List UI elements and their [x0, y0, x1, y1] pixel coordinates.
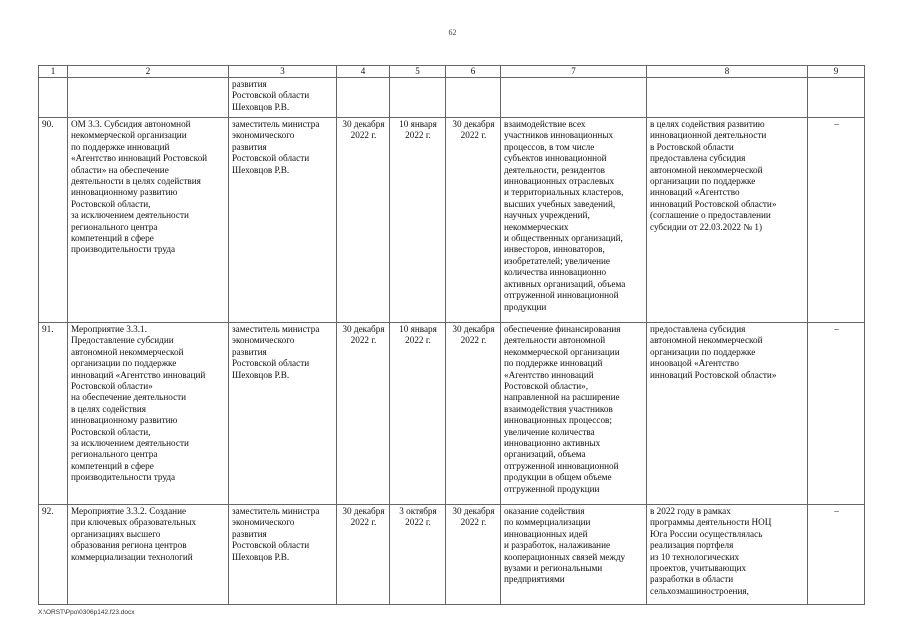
column-header-9: 9 [808, 66, 865, 78]
cell-num [39, 78, 68, 118]
plan-table [38, 65, 865, 605]
row-date-1: 30 декабря 2022 г. [337, 118, 390, 323]
cell-date-2 [390, 78, 446, 118]
row-status: в 2022 году в рамках программы деятельности НОЦ Юга России осуществлялась реализация портфеля из 10 технологических проектов, учитывающих разработки в области сельхозмашиностроения, [647, 505, 808, 605]
column-header-5: 5 [390, 66, 446, 78]
row-date-2: 10 января 2022 г. [390, 323, 446, 505]
cell-date-3 [446, 78, 501, 118]
header-row [39, 66, 865, 78]
cell-result [501, 78, 647, 118]
column-header-4: 4 [337, 66, 390, 78]
row-result: взаимодействие всех участников инновационных процессов, в том числе субъектов инновационной деятельности, резидентов инновационных отраслевых и территориальных кластеров, высших учебных заведений, научных учреждений, некоммерческих и общественных организаций, инвесторов, инноваторов, изобретателей; увеличение количества инновационно активных организаций, объема отгруженной инновационной продукции [501, 118, 647, 323]
row-date-2: 10 января 2022 г. [390, 118, 446, 323]
cell-responsible: развития Ростовской области Шеховцов Р.В. [229, 78, 337, 118]
table-row [39, 118, 865, 323]
row-result: обеспечение финансирования деятельности автономной некоммерческой организации по поддержке инноваций «Агентство инноваций Ростовской области», направленной на расширение взаимодействия участников инновационных процессов; увеличение количества инновационно активных организаций, объема отгруженной инновационной продукции в общем объеме отгруженной продукции [501, 323, 647, 505]
row-date-3: 30 декабря 2022 г. [446, 323, 501, 505]
row-status: в целях содействия развитию инновационной деятельности в Ростовской области предоставлена субсидия автономной некоммерческой организации по поддержке инноваций «Агентство инноваций Ростовской области» (соглашение о предоставлении субсидии от 22.03.2022 № 1) [647, 118, 808, 323]
row-date-2: 3 октября 2022 г. [390, 505, 446, 605]
row-responsible: заместитель министра экономического развития Ростовской области Шеховцов Р.В. [229, 323, 337, 505]
column-header-3: 3 [229, 66, 337, 78]
table-row [39, 323, 865, 505]
column-header-2: 2 [68, 66, 229, 78]
row-responsible: заместитель министра экономического развития Ростовской области Шеховцов Р.В. [229, 118, 337, 323]
row-status: предоставлена субсидия автономной некоммерческой организации по поддержке иноовацой «Агентство инноваций Ростовской области» [647, 323, 808, 505]
row-name: ОМ 3.3. Субсидия автономной некоммерческой организации по поддержке инноваций «Агентство инноваций Ростовской области» на обеспечение деятельности в целях содействия инновационному развитию Ростовской области, за исключением деятельности регионального центра компетенций в сфере производительности труда [68, 118, 229, 323]
column-header-8: 8 [647, 66, 808, 78]
cell-name [68, 78, 229, 118]
row-date-1: 30 декабря 2022 г. [337, 505, 390, 605]
page-number: 62 [448, 28, 457, 37]
row-note: – [808, 323, 865, 505]
cell-date-1 [337, 78, 390, 118]
row-responsible: заместитель министра экономического развития Ростовской области Шеховцов Р.В. [229, 505, 337, 605]
row-name: Мероприятие 3.3.1. Предоставление субсидии автономной некоммерческой организации по поддержке инноваций «Агентство инноваций Ростовской области» на обеспечение деятельности в целях содействия инновационному развитию Ростовской области, за исключением деятельности регионального центра компетенций в сфере производительности труда [68, 323, 229, 505]
row-note: – [808, 505, 865, 605]
row-number: 92. [39, 505, 68, 605]
row-number: 90. [39, 118, 68, 323]
continuation-row [39, 78, 865, 118]
footer-file-path: X:\ORST\Ppo\0306p142.f23.docx [38, 609, 135, 616]
cell-note [808, 78, 865, 118]
column-header-1: 1 [39, 66, 68, 78]
table-row [39, 505, 865, 605]
column-header-6: 6 [446, 66, 501, 78]
row-note: – [808, 118, 865, 323]
row-date-1: 30 декабря 2022 г. [337, 323, 390, 505]
row-name: Мероприятие 3.3.2. Создание при ключевых образовательных организациях высшего образования региона центров коммерциализации технологий [68, 505, 229, 605]
cell-status [647, 78, 808, 118]
column-header-7: 7 [501, 66, 647, 78]
row-result: оказание содействия по коммерциализации инновационных идей и разработок, налаживание кооперационных связей между вузами и региональными предприятиями [501, 505, 647, 605]
row-date-3: 30 декабря 2022 г. [446, 505, 501, 605]
row-date-3: 30 декабря 2022 г. [446, 118, 501, 323]
row-number: 91. [39, 323, 68, 505]
